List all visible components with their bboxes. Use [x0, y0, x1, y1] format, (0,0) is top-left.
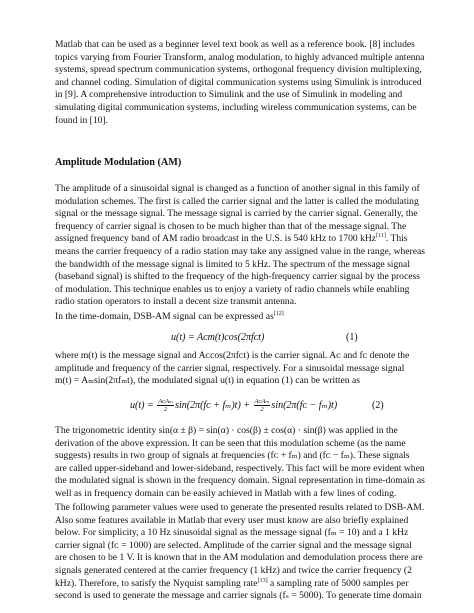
text-line: topics varying from Fourier Transform, analog modulation, to highly advanced multiple antenna: [55, 51, 425, 63]
text-line: simulating digital communication systems, including wireless communication systems, can be: [55, 101, 417, 113]
text-line: second is used to generate the message and carrier signals (fₛ = 5000). To generate time domain: [55, 590, 422, 602]
text-line: and channel coding. Simulation of digital communication systems using Simulink is introduced: [55, 76, 422, 88]
equation-body: u(t) = Aᴄm(t)cos(2πfᴄt): [171, 332, 265, 343]
citation: [13]: [257, 577, 268, 584]
equation-2: [55, 395, 425, 417]
text-line: are called upper-sideband and lower-sideband, respectively. This fact will be more evident when: [55, 462, 425, 474]
text-segment: In the time-domain, DSB-AM signal can be expressed as: [55, 311, 274, 322]
text-line: frequency of carrier signal is chosen to be much higher than that of the message signal. The: [55, 220, 407, 232]
equation-term: sin(2π(fᴄ + fₘ)t) +: [175, 400, 253, 411]
text-line: derivation of the above expression. It can be seen that this modulation scheme (as the name: [55, 437, 406, 449]
text-line: below. For simplicity, a 10 Hz sinusoidal signal as the message signal (fₘ = 10) and a 1 kHz: [55, 527, 409, 539]
text-line: [55, 578, 425, 591]
text-line: signal or the message signal. The message signal is carried by the carrier signal. Generally, the: [55, 208, 418, 220]
paragraph-message-signal: [55, 350, 425, 388]
text-line: The following parameter values were used to generate the presented results related to DSB-AM.: [55, 502, 425, 513]
equation-lhs: u(t) =: [130, 400, 157, 411]
citation: [12]: [273, 311, 284, 317]
text-segment: . This: [385, 233, 408, 245]
equation-number: (2): [372, 400, 384, 411]
section-heading: Amplitude Modulation (AM): [55, 157, 182, 168]
text-line: (baseband signal) is shifted to the frequency of the high-frequency carrier signal by the process: [55, 271, 420, 283]
fraction-numerator: AᴄAₘ: [158, 398, 174, 406]
text-line: [55, 311, 425, 324]
text-line: in [9]. A comprehensive introduction to Simulink and the use of Simulink in modeling and: [55, 89, 403, 101]
text-line: m(t) = Aₘsin(2πfₘt), the modulated signal u(t) in equation (1) can be written as: [55, 375, 360, 387]
text-line: Also some features available in Matlab that every user must know are also briefly explained: [55, 514, 409, 526]
text-segment: a sampling rate of 5000 samples per: [267, 577, 409, 589]
text-line: of modulation. This technique enables us to enjoy a variety of radio channels while enabling: [55, 283, 410, 295]
text-line: suggests) results in two group of signals at frequencies (fᴄ + fₘ) and (fᴄ − fₘ). These signals: [55, 450, 410, 462]
fraction: [254, 398, 271, 413]
paragraph-time-domain: [55, 311, 425, 324]
equation-term: sin(2π(fᴄ − fₘ)t): [271, 400, 338, 411]
text-line: signals generated centered at the carrier frequency (1 kHz) and twice the carrier frequency (2: [55, 564, 412, 576]
paragraph-trig-identity: [55, 425, 425, 501]
text-segment: kHz). Therefore, to satisfy the Nyquist sampling rate: [55, 577, 258, 589]
text-line: The amplitude of a sinusoidal signal is changed as a function of another signal in this family of: [55, 183, 420, 194]
fraction-numerator: AᴄAₘ: [254, 398, 270, 406]
equation-1: [55, 330, 425, 346]
paragraph-am-description: [55, 183, 425, 309]
fraction-denominator: 2: [260, 406, 264, 414]
text-line: Matlab that can be used as a beginner level text book as well as a reference book. [8] includes: [55, 39, 415, 50]
equation-number: (1): [346, 332, 358, 343]
citation: [11]: [376, 233, 386, 240]
text-line: means the carrier frequency of a radio station may take any assigned value in the range, whereas: [55, 245, 426, 257]
text-line: amplitude and frequency of the carrier signal, respectively. For a sinusoidal message signal: [55, 362, 405, 374]
text-line: [55, 233, 425, 246]
text-line: the modulated signal is shown in the frequency domain. Signal representation in time-domain as: [55, 475, 425, 487]
text-segment: assigned frequency band of AM radio broadcast in the U.S. is 540 kHz to 1700 kHz: [55, 233, 377, 245]
text-line: found in [10].: [55, 114, 109, 126]
paragraph-parameters: [55, 502, 425, 603]
fraction-denominator: 2: [164, 406, 168, 414]
text-line: well as in frequency domain can be easily achieved in Matlab with a few lines of coding.: [55, 487, 397, 499]
text-line: systems, spread spectrum communication systems, orthogonal frequency division multiplexing,: [55, 64, 422, 76]
text-line: The trigonometric identity sin(α ± β) = sin(α) · cos(β) ± cos(α) · sin(β) was applied in the: [55, 425, 398, 436]
paragraph-intro: [55, 39, 425, 127]
text-line: the bandwidth of the message signal is limited to 5 kHz. The spectrum of the message signal: [55, 258, 410, 270]
text-line: where m(t) is the message signal and Aᴄcos(2πfᴄt) is the carrier signal. Aᴄ and fᴄ denote the: [55, 350, 410, 361]
text-line: are chosen to be 1 V. It is known that in the AM modulation and demodulation process there are: [55, 552, 423, 564]
text-line: modulation schemes. The first is called the carrier signal and the latter is called the modulating: [55, 195, 419, 207]
text-line: carrier signal (fᴄ = 1000) are selected. Amplitude of the carrier signal and the message signal: [55, 539, 412, 551]
text-line: radio station operators to install a decent size transmit antenna.: [55, 296, 297, 308]
fraction: [157, 398, 174, 413]
equation-body: [130, 395, 337, 417]
